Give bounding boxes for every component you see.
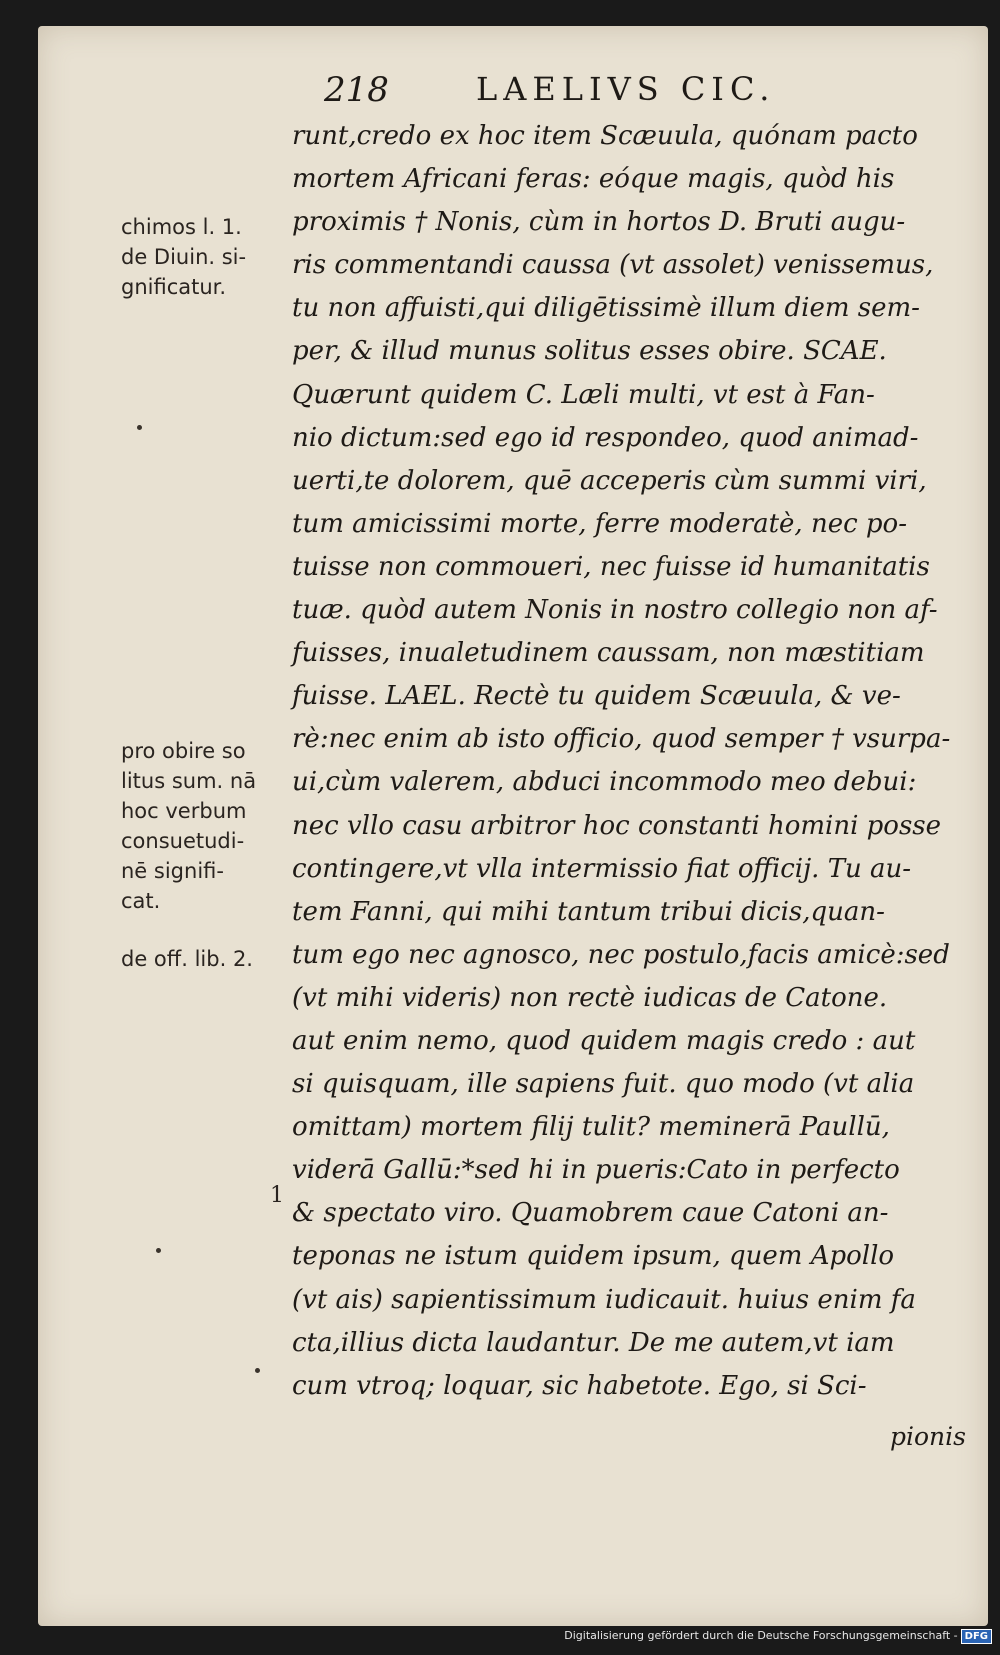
text-line: tum ego nec agnosco, nec postulo,facis amicè:sed	[292, 939, 950, 970]
text-line: fuisse. LAEL. Rectè tu quidem Scæuula, & ve-	[292, 681, 901, 712]
text-line: uerti,te dolorem, quē acceperis cùm summi viri,	[292, 465, 927, 496]
text-line: ui,cùm valerem, abduci incommodo meo debui:	[292, 767, 917, 798]
text-line: viderā Gallū:*sed hi in pueris:Cato in perfecto	[292, 1155, 900, 1186]
dfg-logo: DFG	[961, 1629, 992, 1644]
text-line: ris commentandi caussa (vt assolet) venissemus,	[292, 250, 934, 281]
text-line: nec vllo casu arbitror hoc constanti homini posse	[292, 810, 942, 841]
marginal-note-line: de Diuin. si-	[121, 245, 247, 269]
text-line: cta,illius dicta laudantur. De me autem,vt iam	[292, 1327, 895, 1358]
marginal-note-2	[121, 736, 256, 916]
marginal-note-line: de off. lib. 2.	[121, 947, 253, 971]
marginal-note-1	[121, 212, 246, 302]
text-line: teponas ne istum quidem ipsum, quem Apollo	[292, 1241, 895, 1272]
text-line: aut enim nemo, quod quidem magis credo : aut	[292, 1025, 916, 1056]
text-line: (vt mihi videris) non rectè iudicas de Catone.	[292, 982, 888, 1013]
text-line: proximis † Nonis, cùm in hortos D. Bruti augu-	[292, 207, 906, 238]
ink-speck	[137, 425, 142, 430]
text-line: rè:nec enim ab isto officio, quod semper † vsurpa-	[292, 724, 951, 755]
text-line: & spectato viro. Quamobrem caue Catoni an-	[292, 1198, 889, 1229]
running-title: LAELIVS CIC.	[476, 70, 776, 108]
marginal-note-line: cat.	[121, 889, 161, 913]
ink-speck	[156, 1248, 161, 1253]
marginal-note-line: chimos l. 1.	[121, 215, 242, 239]
marginal-note-number: 1	[270, 1183, 284, 1208]
page-number: 218	[324, 70, 389, 110]
text-line: fuisses, inualetudinem caussam, non mæstitiam	[292, 638, 925, 669]
marginal-note-line: pro obire so	[121, 739, 246, 763]
ink-speck	[255, 1368, 260, 1373]
text-line: tuisse non commoueri, nec fuisse id humanitatis	[292, 551, 930, 582]
text-line: (vt ais) sapientissimum iudicauit. huius enim fa	[292, 1284, 916, 1315]
marginal-note-line: nē signifi-	[121, 859, 224, 883]
text-line: nio dictum:sed ego id respondeo, quod animad-	[292, 422, 919, 453]
marginal-note-line: litus sum. nā	[121, 769, 257, 793]
marginal-note-line: gnificatur.	[121, 275, 227, 299]
text-line: contingere,vt vlla intermissio fiat officij. Tu au-	[292, 853, 912, 884]
text-line: tuæ. quòd autem Nonis in nostro collegio non af-	[292, 595, 938, 626]
body-text	[292, 115, 952, 1408]
text-line: cum vtroq; loquar, sic habetote. Ego, si Sci-	[292, 1370, 867, 1401]
text-line: Quærunt quidem C. Læli multi, vt est à Fan-	[292, 379, 875, 410]
text-line: mortem Africani feras: eóque magis, quòd his	[292, 164, 895, 195]
text-line: si quisquam, ille sapiens fuit. quo modo (vt alia	[292, 1069, 915, 1100]
text-line: tum amicissimi morte, ferre moderatè, nec po-	[292, 508, 907, 539]
text-line: per, & illud munus solitus esses obire. SCAE.	[292, 336, 887, 367]
footer-text: Digitalisierung gefördert durch die Deutsche Forschungsgemeinschaft -	[564, 1629, 958, 1642]
text-line: tem Fanni, qui mihi tantum tribui dicis,quan-	[292, 896, 885, 927]
text-line: tu non affuisti,qui diligētissimè illum diem sem-	[292, 293, 920, 324]
digitization-footer	[0, 1629, 1000, 1651]
marginal-note-line: hoc verbum	[121, 799, 247, 823]
marginal-note-3	[121, 944, 253, 974]
text-line: omittam) mortem filij tulit? meminerā Paullū,	[292, 1112, 890, 1143]
marginal-note-line: consuetudi-	[121, 829, 245, 853]
text-line: runt,credo ex hoc item Scæuula, quónam pacto	[292, 121, 918, 151]
catchword: pionis	[890, 1422, 966, 1451]
